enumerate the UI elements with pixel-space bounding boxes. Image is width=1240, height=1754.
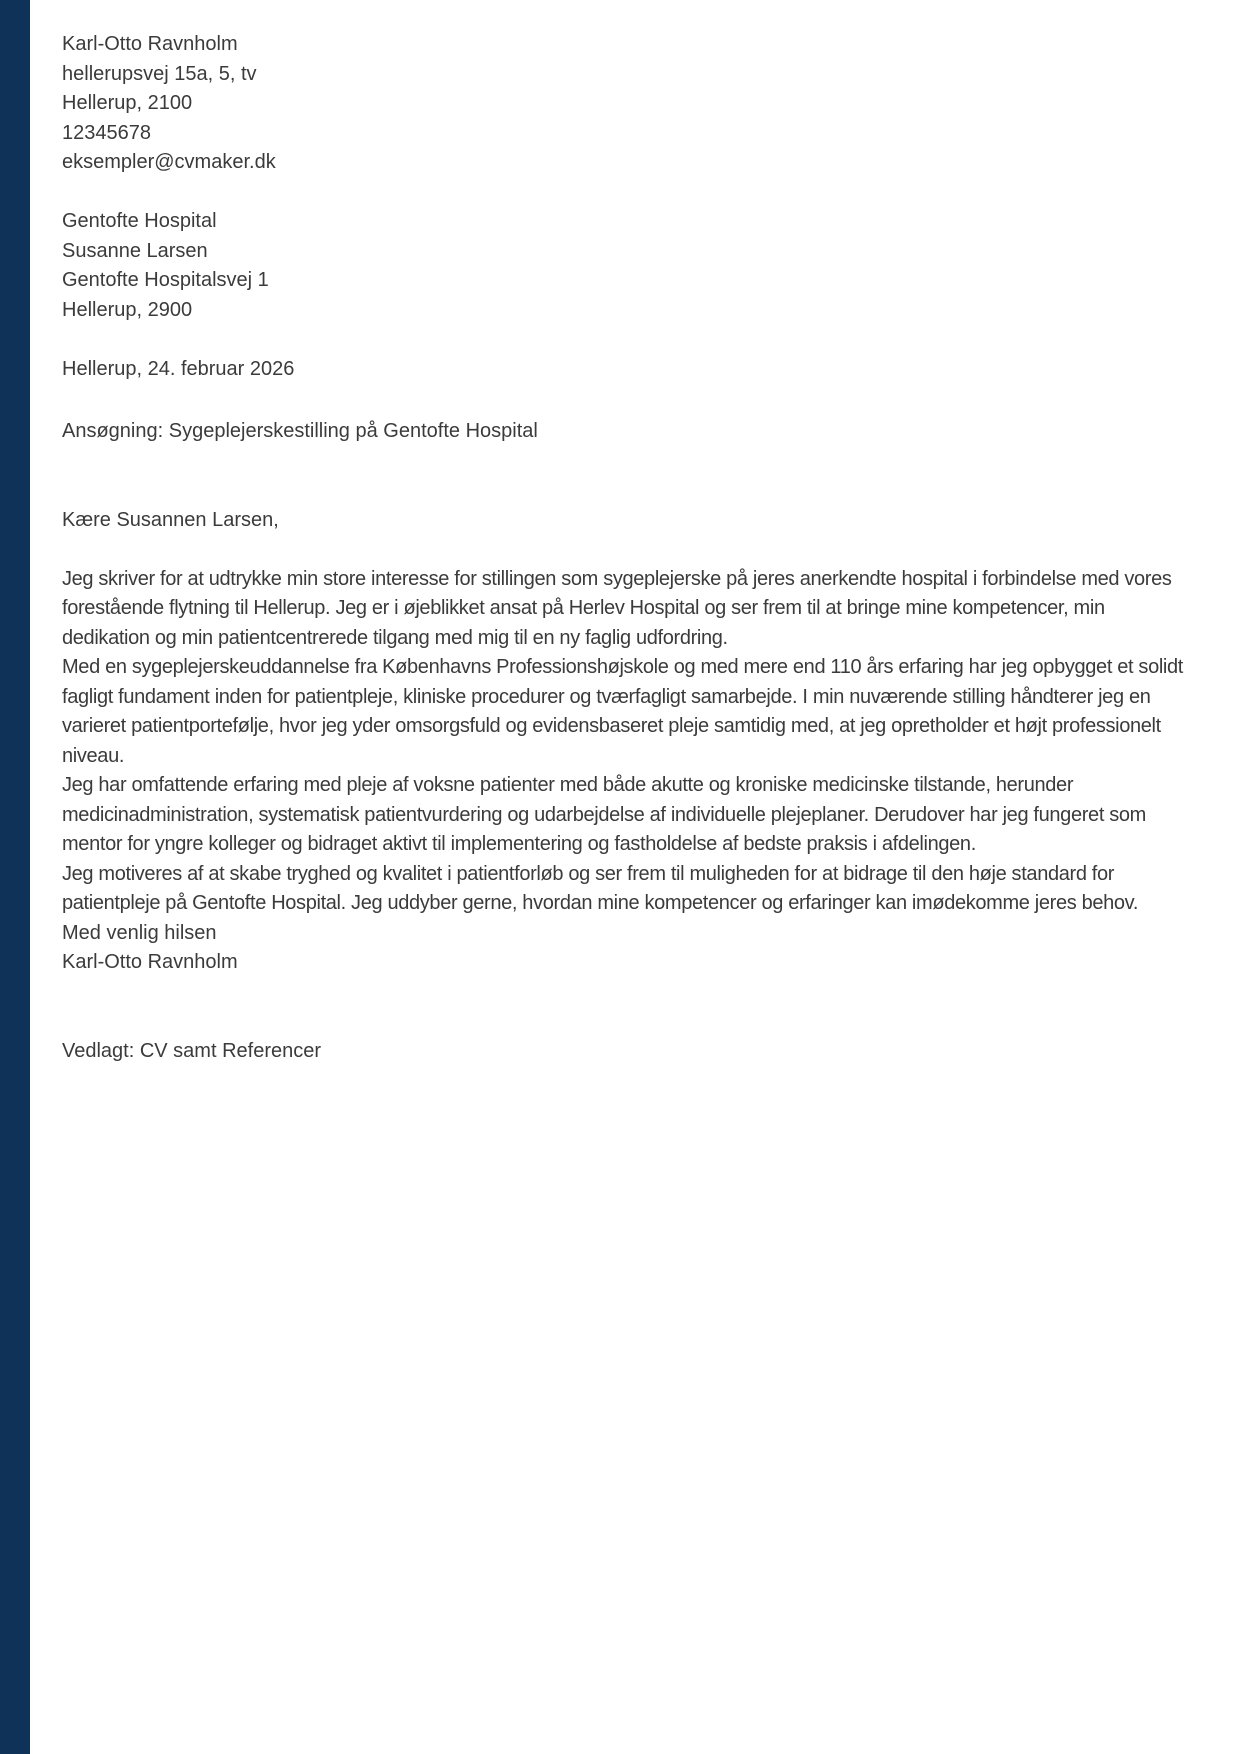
side-accent-bar xyxy=(0,0,30,1754)
body-paragraph: Jeg motiveres af at skabe tryghed og kvalitet i patientforløb og ser frem til muligheden for at bidrage til den høje standard for patientpleje på Gentofte Hospital. Jeg uddyber gerne, hvordan mine kompetencer og erfaringer kan imødekomme jeres behov. xyxy=(62,862,1139,914)
body-paragraph: Med en sygeplejerskeuddannelse fra Københavns Professionshøjskole og med mere end 110 års erfaring har jeg opbygget et solidt fagligt fundament inden for patientpleje, kliniske procedurer og tværfagligt samarbejde. I min nuværende stilling håndterer jeg en varieret patientportefølje, hvor jeg yder omsorgsfuld og evidensbaseret pleje samtidig med, at jeg opretholder et højt professionelt niveau. xyxy=(62,656,1184,767)
recipient-address-block xyxy=(62,207,1192,325)
sender-city: Hellerup, 2100 xyxy=(62,92,193,114)
closing-greeting: Med venlig hilsen xyxy=(62,921,217,944)
body-paragraph: Jeg skriver for at udtrykke min store interesse for stillingen som sygeplejerske på jeres anerkendte hospital i forbindelse med vores forestående flytning til Hellerup. Jeg er i øjeblikket ansat på Herlev Hospital og ser frem til at bringe mine kompetencer, min dedikation og min patientcentrerede tilgang med mig til en ny faglig udfordring. xyxy=(62,567,1172,649)
letter-date-block xyxy=(62,355,1192,385)
letter-subject-block xyxy=(62,417,1192,447)
sender-street: hellerupsvej 15a, 5, tv xyxy=(62,62,257,85)
recipient-contact: Susanne Larsen xyxy=(62,239,208,262)
recipient-street: Gentofte Hospitalsvej 1 xyxy=(62,269,269,291)
closing-block xyxy=(62,919,1192,978)
sender-phone: 12345678 xyxy=(62,121,151,144)
attachments-block xyxy=(62,1037,1192,1067)
recipient-company: Gentofte Hospital xyxy=(62,210,217,232)
sender-name: Karl-Otto Ravnholm xyxy=(62,33,238,55)
body-paragraph: Jeg har omfattende erfaring med pleje af voksne patienter med både akutte og kroniske medicinske tilstande, herunder medicinadministration, systematisk patientvurdering og udarbejdelse af individuelle plejeplaner. Derudover har jeg fungeret som mentor for yngre kolleger og bidraget aktivt til implementering og fastholdelse af bedste praksis i afdelingen. xyxy=(62,774,1146,855)
letter-body xyxy=(62,565,1192,919)
salutation-block xyxy=(62,506,1192,536)
recipient-city: Hellerup, 2900 xyxy=(62,298,193,321)
sender-address-block xyxy=(62,30,1192,178)
sender-email: eksempler@cvmaker.dk xyxy=(62,151,276,173)
cover-letter xyxy=(62,30,1192,1066)
salutation: Kære Susannen Larsen, xyxy=(62,508,279,531)
signature-name: Karl-Otto Ravnholm xyxy=(62,951,238,973)
letter-subject: Ansøgning: Sygeplejerskestilling på Gentofte Hospital xyxy=(62,420,538,442)
attachments-note: Vedlagt: CV samt Referencer xyxy=(62,1039,322,1062)
letter-date: Hellerup, 24. februar 2026 xyxy=(62,357,295,380)
